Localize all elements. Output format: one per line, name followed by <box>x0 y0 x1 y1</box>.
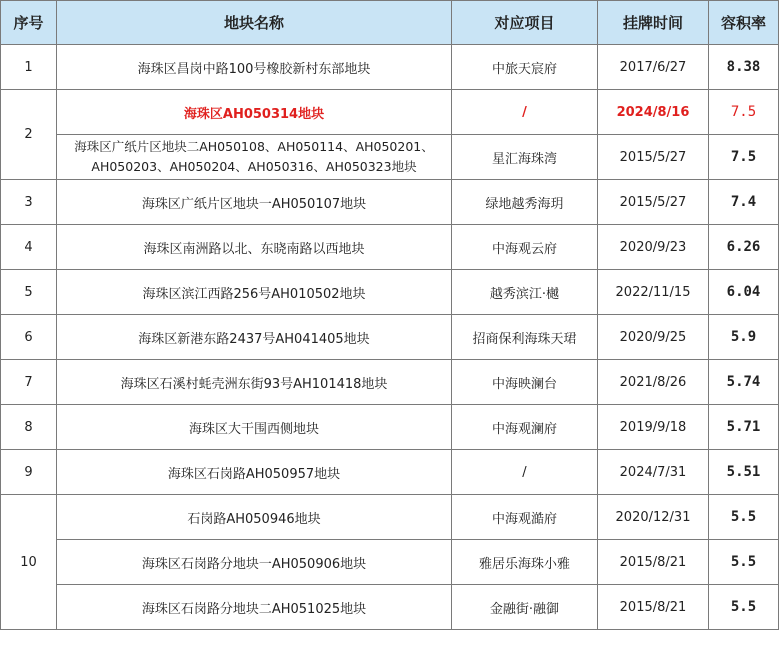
project-name: / <box>452 90 598 135</box>
parcel-name: 海珠区滨江西路256号AH010502地块 <box>57 270 452 315</box>
parcel-name: 海珠区南洲路以北、东晓南路以西地块 <box>57 225 452 270</box>
plot-ratio: 8.38 <box>709 45 779 90</box>
parcel-name: 海珠区广纸片区地块二AH050108、AH050114、AH050201、AH050203、AH050204、AH050316、AH050323地块 <box>57 135 452 180</box>
row-index: 2 <box>1 90 57 180</box>
project-name: 金融街·融御 <box>452 585 598 630</box>
listing-date: 2015/5/27 <box>598 135 709 180</box>
row-index: 3 <box>1 180 57 225</box>
plot-ratio: 6.04 <box>709 270 779 315</box>
plot-ratio: 5.9 <box>709 315 779 360</box>
parcel-name: 海珠区石岗路分地块一AH050906地块 <box>57 540 452 585</box>
parcel-name: 海珠区石溪村蚝壳洲东街93号AH101418地块 <box>57 360 452 405</box>
listing-date: 2015/5/27 <box>598 180 709 225</box>
listing-date: 2020/9/25 <box>598 315 709 360</box>
project-name: 中海观澔府 <box>452 495 598 540</box>
project-name: 中海观澜府 <box>452 405 598 450</box>
parcel-name: 海珠区大干围西侧地块 <box>57 405 452 450</box>
row-index: 7 <box>1 360 57 405</box>
plot-ratio: 5.5 <box>709 540 779 585</box>
table-row <box>1 405 779 450</box>
parcel-name: 海珠区石岗路AH050957地块 <box>57 450 452 495</box>
plot-ratio: 6.26 <box>709 225 779 270</box>
parcel-name: 海珠区广纸片区地块一AH050107地块 <box>57 180 452 225</box>
table-row <box>1 180 779 225</box>
project-name: 中海观云府 <box>452 225 598 270</box>
listing-date: 2022/11/15 <box>598 270 709 315</box>
table-row <box>1 360 779 405</box>
table-row <box>1 450 779 495</box>
table-row <box>1 135 779 180</box>
header-listing-date: 挂牌时间 <box>598 1 709 45</box>
listing-date: 2020/12/31 <box>598 495 709 540</box>
row-index: 8 <box>1 405 57 450</box>
row-index: 9 <box>1 450 57 495</box>
listing-date: 2017/6/27 <box>598 45 709 90</box>
plot-ratio: 5.74 <box>709 360 779 405</box>
header-plot-ratio: 容积率 <box>709 1 779 45</box>
parcel-name: 海珠区昌岗中路100号橡胶新村东部地块 <box>57 45 452 90</box>
plot-ratio: 5.5 <box>709 585 779 630</box>
table-row <box>1 225 779 270</box>
table-row <box>1 270 779 315</box>
project-name: 雅居乐海珠小雅 <box>452 540 598 585</box>
project-name: 星汇海珠湾 <box>452 135 598 180</box>
row-index: 1 <box>1 45 57 90</box>
plot-ratio: 5.71 <box>709 405 779 450</box>
listing-date: 2019/9/18 <box>598 405 709 450</box>
project-name: 中旅天宸府 <box>452 45 598 90</box>
table-row-highlighted <box>1 90 779 135</box>
plot-ratio: 7.4 <box>709 180 779 225</box>
header-project: 对应项目 <box>452 1 598 45</box>
table-row <box>1 495 779 540</box>
table-header-row <box>1 1 779 45</box>
parcel-name: 海珠区石岗路分地块二AH051025地块 <box>57 585 452 630</box>
row-index: 4 <box>1 225 57 270</box>
row-index: 10 <box>1 495 57 630</box>
plot-ratio: 7.5 <box>709 90 779 135</box>
header-parcel-name: 地块名称 <box>57 1 452 45</box>
table-row <box>1 315 779 360</box>
row-index: 6 <box>1 315 57 360</box>
listing-date: 2024/7/31 <box>598 450 709 495</box>
table-row <box>1 540 779 585</box>
plot-ratio: 5.5 <box>709 495 779 540</box>
table-row <box>1 585 779 630</box>
listing-date: 2015/8/21 <box>598 585 709 630</box>
parcel-name: 海珠区AH050314地块 <box>57 90 452 135</box>
project-name: / <box>452 450 598 495</box>
plot-ratio: 5.51 <box>709 450 779 495</box>
parcel-name: 石岗路AH050946地块 <box>57 495 452 540</box>
table-row <box>1 45 779 90</box>
header-index: 序号 <box>1 1 57 45</box>
plot-ratio: 7.5 <box>709 135 779 180</box>
listing-date: 2020/9/23 <box>598 225 709 270</box>
project-name: 招商保利海珠天珺 <box>452 315 598 360</box>
listing-date: 2021/8/26 <box>598 360 709 405</box>
listing-date: 2024/8/16 <box>598 90 709 135</box>
parcel-name: 海珠区新港东路2437号AH041405地块 <box>57 315 452 360</box>
row-index: 5 <box>1 270 57 315</box>
project-name: 中海映澜台 <box>452 360 598 405</box>
project-name: 越秀滨江·樾 <box>452 270 598 315</box>
listing-date: 2015/8/21 <box>598 540 709 585</box>
project-name: 绿地越秀海玥 <box>452 180 598 225</box>
